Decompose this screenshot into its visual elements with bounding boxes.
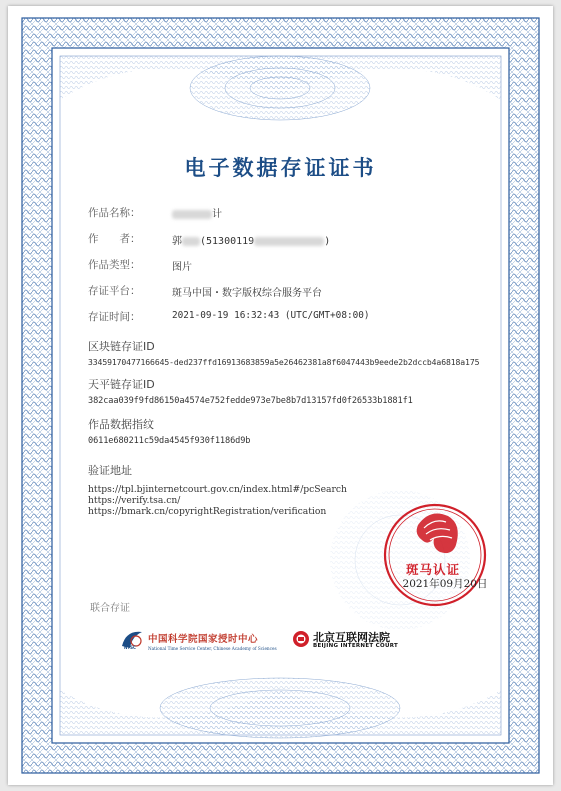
verify-label: 验证地址 <box>88 464 132 477</box>
field-value: 2021-09-19 16:32:43 (UTC/GMT+08:00) <box>172 310 370 321</box>
blockchain-id: 33459170477166645-ded237ffd16913683859a5e26462381a8f6047443b9eede2b2dccb4a6818a175 <box>88 357 480 367</box>
ntsc-abbr: NTSC <box>124 645 136 650</box>
court-logo-icon <box>293 631 309 647</box>
field-label: 作品名称： <box>88 207 141 219</box>
court-subtitle: BEIJING INTERNET COURT <box>313 643 399 649</box>
field-value: 斑马中国・数字版权综合服务平台 <box>172 288 322 299</box>
seal-text: 斑马认证 <box>406 562 461 577</box>
partner-label: 联合存证 <box>90 603 130 614</box>
verify-url-2[interactable]: https://verify.tsa.cn/ <box>88 495 181 506</box>
certificate-title: 电子数据存证证书 <box>184 156 377 180</box>
field-value: 计 <box>172 205 222 220</box>
court-name: 北京互联网法院 <box>313 631 390 644</box>
verify-url-1[interactable]: https://tpl.bjinternetcourt.gov.cn/index.html#/pcSearch <box>88 484 347 495</box>
field-value: 图片 <box>172 262 192 273</box>
fingerprint-label: 作品数据指纹 <box>88 418 154 431</box>
tianping-id: 382caa039f9fd86150a4574e752fedde973e7be8b7d13157fd0f26533b1881f1 <box>88 396 413 406</box>
field-label: 存证时间： <box>88 311 141 323</box>
verify-url-3[interactable]: https://bmark.cn/copyrightRegistration/verification <box>88 506 327 517</box>
field-label: 存证平台： <box>88 285 141 297</box>
fingerprint-value: 0611e680211c59da4545f930f1186d9b <box>88 436 251 446</box>
ntsc-subtitle: National Time Service Center, Chinese Academy of Sciences <box>148 646 277 651</box>
bottom-rosette <box>60 678 501 738</box>
field-label: 作 者： <box>88 233 141 245</box>
tianping-label: 天平链存证ID <box>88 378 155 391</box>
blockchain-label: 区块链存证ID <box>88 340 155 353</box>
seal-date: 2021年09月20日 <box>402 578 488 590</box>
top-rosette <box>60 56 501 120</box>
field-label: 作品类型： <box>88 259 141 271</box>
field-value: 郭 (51300119 ) <box>172 236 331 247</box>
ntsc-name: 中国科学院国家授时中心 <box>148 634 259 645</box>
